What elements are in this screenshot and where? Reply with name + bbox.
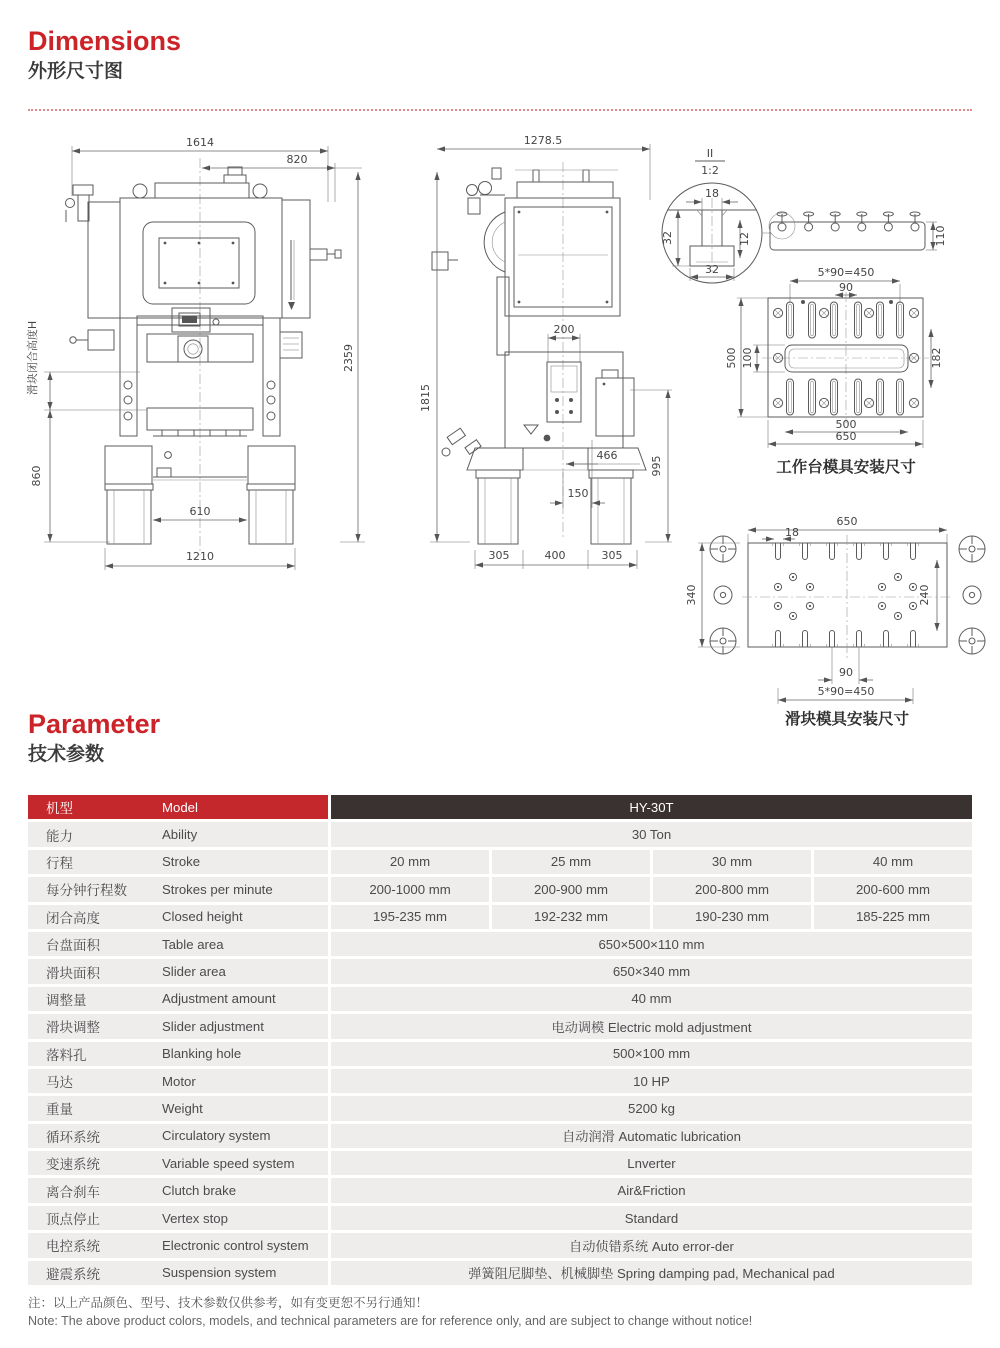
row-label-zh: 能力: [46, 828, 73, 844]
table-row: [28, 1233, 972, 1257]
row-value-cell: 200-900 mm: [492, 877, 650, 901]
dim-table-slot-length: 500: [835, 418, 857, 431]
row-value-cell: 195-235 mm: [331, 905, 489, 929]
dim-side-foot-rear: 305: [601, 549, 623, 562]
side-view-drawing: [419, 134, 672, 569]
row-value-cell: Standard: [331, 1206, 972, 1230]
dim-side-466: 466: [596, 449, 618, 462]
dim-side-table-height: 995: [650, 455, 663, 477]
row-value-cell: 30 Ton: [331, 822, 972, 846]
dotted-divider: [28, 109, 972, 111]
parameter-section-header: [28, 711, 160, 764]
slider-plate-drawing: [685, 515, 985, 728]
row-value-cell: 10 HP: [331, 1069, 972, 1093]
dim-table-plate-width: 650: [835, 430, 857, 443]
dim-detail-slot-depth: 32: [661, 231, 674, 245]
row-label-zh: 行程: [46, 855, 73, 871]
table-row: [28, 877, 972, 901]
dim-detail-t-width: 32: [705, 263, 719, 276]
dim-side-body-height: 1815: [419, 384, 432, 412]
parameter-subtitle: 技术参数: [28, 744, 105, 765]
tslot-detail-drawing: [661, 147, 947, 283]
dim-detail-t-height: 12: [738, 232, 751, 246]
row-value-cell: 30 mm: [653, 850, 811, 874]
note-en: Note: The above product colors, models, and technical parameters are for reference only, and are subject to change without notice!: [28, 1314, 753, 1329]
table-row: [28, 1096, 972, 1120]
parameter-title: Parameter: [28, 709, 161, 739]
row-label-en: Strokes per minute: [162, 881, 273, 897]
row-value-cell: 40 mm: [814, 850, 972, 874]
dimensions-section-header: [28, 28, 181, 81]
table-row: [28, 932, 972, 956]
row-label-zh: 电控系统: [46, 1239, 100, 1255]
table-header-row: [28, 795, 972, 819]
row-label-cell: [28, 1124, 328, 1148]
front-view-drawing: [25, 136, 365, 570]
dim-table-slot-spacing-total: 5*90=450: [817, 266, 875, 279]
row-value-cell: 500×100 mm: [331, 1042, 972, 1066]
row-label-zh: 闭合高度: [46, 910, 100, 926]
row-label-zh: 变速系统: [46, 1157, 100, 1173]
table-row: [28, 1124, 972, 1148]
row-value-cell: 185-225 mm: [814, 905, 972, 929]
table-row: [28, 905, 972, 929]
table-row: [28, 822, 972, 846]
dim-slider-plate-height: 340: [685, 584, 698, 606]
row-value-cell: 200-600 mm: [814, 877, 972, 901]
dim-slider-240: 240: [918, 584, 931, 606]
dim-table-slot-height: 100: [741, 347, 754, 369]
row-label-en: Motor: [162, 1073, 196, 1089]
row-label-en: Ability: [162, 827, 198, 843]
row-label-zh: 每分钟行程数: [46, 883, 127, 899]
row-label-en: Suspension system: [162, 1265, 277, 1281]
row-label-en: Vertex stop: [162, 1210, 228, 1226]
row-label-en: Blanking hole: [162, 1046, 242, 1062]
row-label-en: Table area: [162, 936, 224, 952]
row-label-zh: 滑块面积: [46, 965, 100, 981]
table-row: [28, 1261, 972, 1285]
table-row: [28, 1206, 972, 1230]
row-label-en: Slider adjustment: [162, 1018, 264, 1034]
row-value-cell: 5200 kg: [331, 1096, 972, 1120]
row-value-cell: 192-232 mm: [492, 905, 650, 929]
row-label-cell: [28, 905, 328, 929]
row-label-cell: [28, 1014, 328, 1038]
dim-table-182: 182: [930, 347, 943, 369]
table-row: [28, 1151, 972, 1175]
row-label-cell: [28, 932, 328, 956]
row-value-cell: 电动调模 Electric mold adjustment: [331, 1014, 972, 1038]
header-label-zh: 机型: [46, 801, 73, 817]
dim-slider-slot-spacing: 90: [839, 666, 853, 679]
dim-detail-slot-width: 18: [705, 187, 719, 200]
row-label-cell: [28, 1096, 328, 1120]
row-value-cell: 200-1000 mm: [331, 877, 489, 901]
row-label-en: Adjustment amount: [162, 991, 276, 1007]
row-label-en: Closed height: [162, 909, 243, 925]
row-label-en: Weight: [162, 1100, 203, 1116]
dim-slider-plate-width: 650: [836, 515, 858, 528]
dim-front-total-height: 2359: [342, 344, 355, 372]
dim-detail-bar-height: 110: [934, 225, 947, 247]
parameter-table: [28, 795, 972, 1288]
row-label-zh: 落料孔: [46, 1047, 87, 1063]
dim-front-base-height: 860: [30, 465, 43, 487]
row-label-cell: [28, 1261, 328, 1285]
row-label-en: Clutch brake: [162, 1183, 237, 1199]
dimensions-subtitle: 外形尺寸图: [28, 61, 124, 82]
row-label-en: Electronic control system: [162, 1237, 309, 1253]
detail-scale: 1:2: [701, 164, 719, 177]
row-label-en: Variable speed system: [162, 1155, 295, 1171]
dim-slider-slot-width: 18: [785, 526, 799, 539]
dim-side-slide-depth: 200: [553, 323, 575, 336]
dimensions-title: Dimensions: [28, 26, 182, 56]
dim-side-foot-front: 305: [488, 549, 510, 562]
row-value-cell: 自动侦错系统 Auto error-der: [331, 1233, 972, 1257]
row-label-cell: [28, 1069, 328, 1093]
row-value-cell: 40 mm: [331, 987, 972, 1011]
row-label-en: Stroke: [162, 854, 201, 870]
header-label-cell: [28, 795, 328, 819]
dim-front-leg-span: 610: [189, 505, 211, 518]
row-value-cell: 25 mm: [492, 850, 650, 874]
row-label-zh: 循环系统: [46, 1129, 100, 1145]
dim-front-base-width: 1210: [186, 550, 214, 563]
table-row: [28, 1069, 972, 1093]
row-label-zh: 离合刹车: [46, 1184, 100, 1200]
row-label-cell: [28, 822, 328, 846]
table-row: [28, 987, 972, 1011]
dim-side-foot-gap: 400: [544, 549, 566, 562]
row-value-cell: 190-230 mm: [653, 905, 811, 929]
row-value-cell: 200-800 mm: [653, 877, 811, 901]
dim-table-plate-height: 500: [725, 347, 738, 369]
row-label-zh: 顶点停止: [46, 1212, 100, 1228]
row-value-cell: 20 mm: [331, 850, 489, 874]
row-label-cell: [28, 850, 328, 874]
row-value-cell: 650×500×110 mm: [331, 932, 972, 956]
row-value-cell: 650×340 mm: [331, 959, 972, 983]
row-value-cell: Air&Friction: [331, 1178, 972, 1202]
row-label-cell: [28, 959, 328, 983]
header-label-en: Model: [162, 799, 198, 815]
row-label-cell: [28, 987, 328, 1011]
row-label-en: Slider area: [162, 964, 226, 980]
footer-notes: [28, 1294, 972, 1330]
row-label-zh: 马达: [46, 1075, 73, 1091]
table-row: [28, 959, 972, 983]
dim-front-total-width: 1614: [186, 136, 214, 149]
row-value-cell: 自动润滑 Automatic lubrication: [331, 1124, 972, 1148]
table-row: [28, 1178, 972, 1202]
dim-side-150: 150: [567, 487, 589, 500]
table-row: [28, 850, 972, 874]
table-row: [28, 1014, 972, 1038]
row-label-cell: [28, 1042, 328, 1066]
dim-slider-slot-spacing-total: 5*90=450: [817, 685, 875, 698]
row-label-cell: [28, 877, 328, 901]
row-label-cell: [28, 1233, 328, 1257]
slider-plate-caption: 滑块模具安装尺寸: [784, 711, 910, 728]
row-label-zh: 重量: [46, 1102, 73, 1118]
row-label-cell: [28, 1151, 328, 1175]
table-row: [28, 1042, 972, 1066]
row-label-zh: 滑块调整: [46, 1020, 100, 1036]
row-label-zh: 调整量: [46, 992, 87, 1008]
row-label-zh: 台盘面积: [46, 938, 100, 954]
dimension-drawings: [0, 120, 1000, 738]
row-label-en: Circulatory system: [162, 1128, 271, 1144]
worktable-plate-drawing: [725, 266, 943, 476]
dim-front-top-width: 820: [286, 153, 308, 166]
note-zh: 注：以上产品颜色、型号、技术参数仅供参考，如有变更恕不另行通知！: [28, 1296, 429, 1310]
worktable-plate-caption: 工作台模具安装尺寸: [776, 459, 916, 476]
detail-label: II: [706, 147, 714, 160]
row-value-cell: Lnverter: [331, 1151, 972, 1175]
label-closed-height: 滑块闭合高度H: [26, 320, 39, 396]
row-label-cell: [28, 1178, 328, 1202]
row-label-cell: [28, 1206, 328, 1230]
row-label-zh: 避震系统: [46, 1266, 100, 1282]
row-value-cell: 弹簧阻尼脚垫、机械脚垫 Spring damping pad, Mechanical pad: [331, 1261, 972, 1285]
dim-table-slot-spacing: 90: [839, 281, 853, 294]
dim-side-total-depth: 1278.5: [523, 134, 563, 147]
header-model-value: HY-30T: [331, 795, 972, 819]
